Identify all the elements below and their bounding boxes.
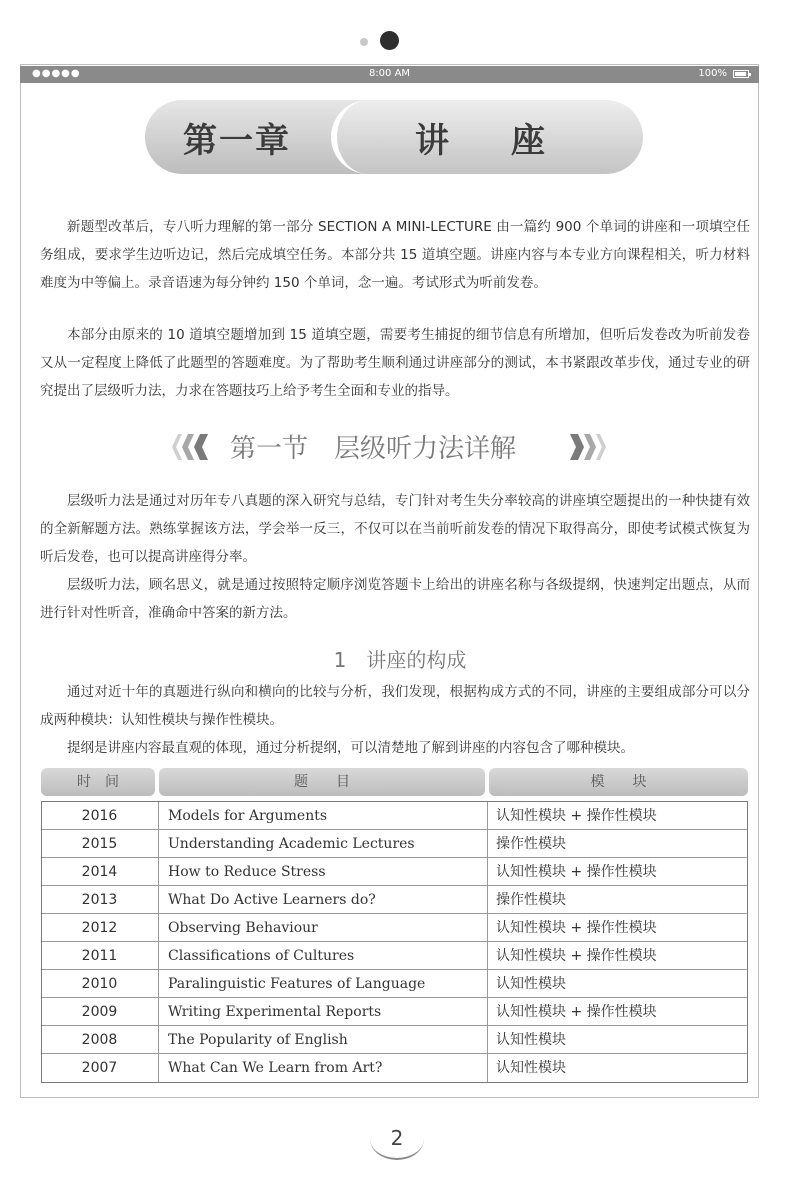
title-cell: Observing Behaviour <box>158 914 488 942</box>
battery-icon <box>733 70 749 78</box>
signal-indicator: ●●●●● <box>32 68 81 79</box>
lecture-table <box>41 801 748 1083</box>
intro-paragraph-1: 新题型改革后，专八听力理解的第一部分 SECTION A MINI-LECTURE 由一篇约 900 个单词的讲座和一项填空任务组成，要求学生边听边记，然后完成填空任务。本部分共 15 道填空题。讲座内容与本专业方向课程相关，听力材料难度为中等偏上。录音语速为每分钟约 150 个单词，念一遍。考试形式为听前发卷。 <box>40 219 750 291</box>
table-row <box>42 830 747 858</box>
table-row <box>42 1054 747 1082</box>
camera-indicator <box>0 30 800 50</box>
title-cell: The Popularity of English <box>158 1026 488 1054</box>
chapter-banner <box>145 100 637 174</box>
sensor-dot <box>360 38 368 46</box>
table-row <box>42 970 747 998</box>
module-cell: 认知性模块 + 操作性模块 <box>496 1004 657 1020</box>
year-cell: 2010 <box>81 976 118 992</box>
module-cell: 认知性模块 <box>496 1032 566 1048</box>
chapter-number: 第一章 <box>183 121 291 161</box>
title-cell: How to Reduce Stress <box>158 858 488 886</box>
title-cell: Writing Experimental Reports <box>158 998 488 1026</box>
intro-paragraph-2: 本部分由原来的 10 道填空题增加到 15 道填空题，需要考生捕捉的细节信息有所增加，但听后发卷改为听前发卷又从一定程度上降低了此题型的答题难度。为了帮助考生顺利通过讲座部分的测试，本书紧跟改革步伐，通过专业的研究提出了层级听力法，力求在答题技巧上给予考生全面和专业的指导。 <box>40 327 750 399</box>
status-time: 8:00 AM <box>368 68 411 79</box>
left-chevrons-icon <box>168 432 210 462</box>
section-paragraph-2: 层级听力法，顾名思义，就是通过按照特定顺序浏览答题卡上给出的讲座名称与各级提纲，快速判定出题点，从而进行针对性听音，准确命中答案的新方法。 <box>40 577 750 621</box>
section-paragraph-1: 层级听力法是通过对历年专八真题的深入研究与总结，专门针对考生失分率较高的讲座填空题提出的一种快捷有效的全新解题方法。熟练掌握该方法，学会举一反三，不仅可以在当前听前发卷的情况下取得高分，即使考试模式恢复为听后发卷，也可以提高讲座得分率。 <box>40 493 750 565</box>
year-cell: 2008 <box>81 1032 118 1048</box>
module-cell: 认知性模块 <box>496 1060 566 1076</box>
title-cell: Classifications of Cultures <box>158 942 488 970</box>
header-title: 题 目 <box>159 768 485 796</box>
battery-percentage: 100% <box>698 68 727 79</box>
subsection-paragraph-2: 提纲是讲座内容最直观的体现，通过分析提纲，可以清楚地了解到讲座的内容包含了哪种模块。 <box>67 740 634 756</box>
table-row <box>42 858 747 886</box>
table-row <box>42 886 747 914</box>
table-row <box>42 942 747 970</box>
title-cell: Models for Arguments <box>158 802 488 830</box>
module-cell: 操作性模块 <box>496 836 566 852</box>
year-cell: 2015 <box>81 836 118 852</box>
subsection-title: 1 讲座的构成 <box>333 648 467 672</box>
section-heading <box>168 424 618 470</box>
table-row <box>42 802 747 830</box>
module-cell: 认知性模块 + 操作性模块 <box>496 864 657 880</box>
module-cell: 认知性模块 + 操作性模块 <box>496 920 657 936</box>
year-cell: 2007 <box>81 1060 118 1076</box>
title-cell: Paralinguistic Features of Language <box>158 970 488 998</box>
module-cell: 操作性模块 <box>496 892 566 908</box>
year-cell: 2009 <box>81 1004 118 1020</box>
header-time: 时 间 <box>41 768 155 796</box>
table-row <box>42 914 747 942</box>
title-cell: Understanding Academic Lectures <box>158 830 488 858</box>
year-cell: 2014 <box>81 864 118 880</box>
header-module: 模 块 <box>489 768 748 796</box>
right-chevrons-icon <box>568 432 610 462</box>
title-cell: What Can We Learn from Art? <box>158 1054 488 1082</box>
module-cell: 认知性模块 <box>496 976 566 992</box>
status-bar <box>20 66 759 83</box>
section-title: 第一节 层级听力法详解 <box>230 434 517 464</box>
page-number: 2 <box>370 1118 424 1160</box>
title-cell: What Do Active Learners do? <box>158 886 488 914</box>
year-cell: 2011 <box>81 948 118 964</box>
table-row <box>42 998 747 1026</box>
year-cell: 2016 <box>81 808 118 824</box>
year-cell: 2013 <box>81 892 118 908</box>
camera-dot <box>380 31 399 50</box>
chapter-title: 讲座 <box>415 121 607 161</box>
module-cell: 认知性模块 + 操作性模块 <box>496 808 657 824</box>
module-cell: 认知性模块 + 操作性模块 <box>496 948 657 964</box>
subsection-paragraph-1: 通过对近十年的真题进行纵向和横向的比较与分析，我们发现，根据构成方式的不同，讲座的主要组成部分可以分成两种模块：认知性模块与操作性模块。 <box>40 684 750 728</box>
table-row <box>42 1026 747 1054</box>
year-cell: 2012 <box>81 920 118 936</box>
